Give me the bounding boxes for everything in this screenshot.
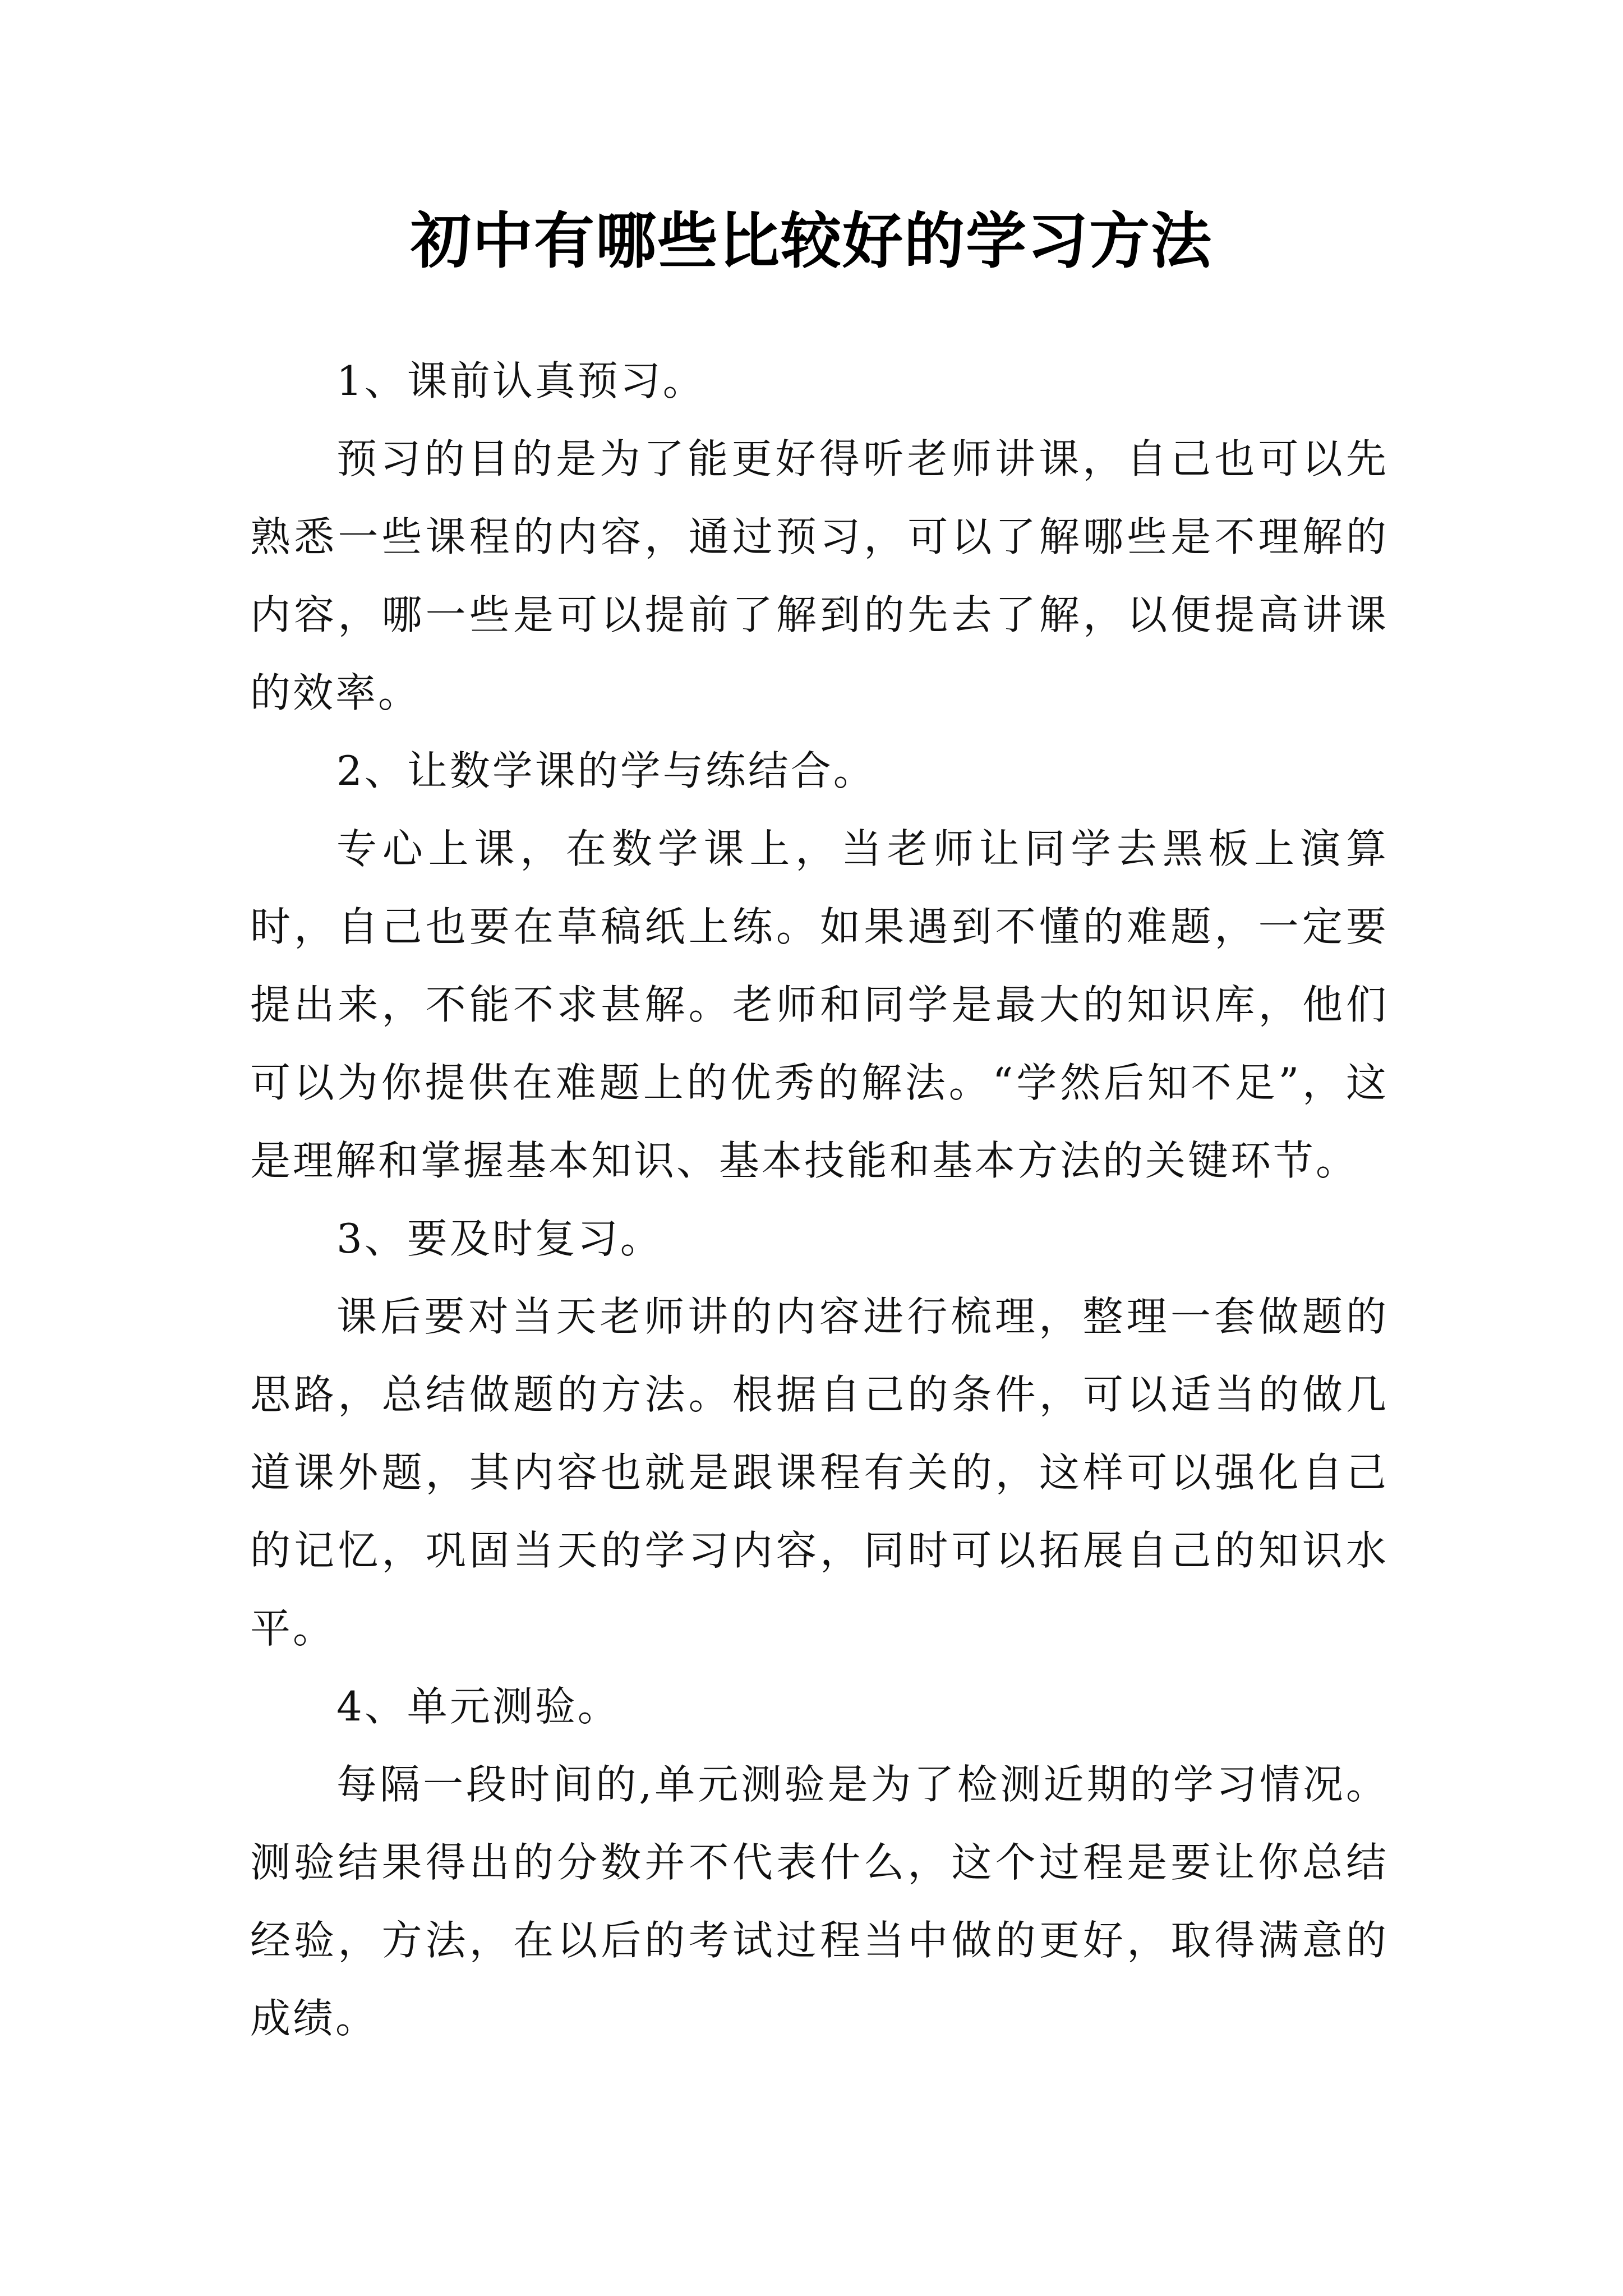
paragraph-1-body: 预习的目的是为了能更好得听老师讲课，自己也可以先熟悉一些课程的内容，通过预习，可以了解哪些是不理解的内容，哪一些是可以提前了解到的先去了解，以便提高讲课的效率。 [250, 435, 1389, 716]
paragraph-2-body: 专心上课，在数学课上，当老师让同学去黑板上演算时，自己也要在草稿纸上练。如果遇到不懂的难题，一定要提出来，不能不求甚解。老师和同学是最大的知识库，他们可以为你提供在难题上的优秀的解法。“学然后知不足”，这是理解和掌握基本知识、基本技能和基本方法的关键环节。 [250, 825, 1389, 1184]
paragraph-3-body: 课后要对当天老师讲的内容进行梳理，整理一套做题的思路，总结做题的方法。根据自己的条件，可以适当的做几道课外题，其内容也就是跟课程有关的，这样可以强化自己的记忆，巩固当天的学习内容，同时可以拓展自己的知识水平。 [250, 1293, 1389, 1652]
paragraph-4-body: 每隔一段时间的,单元测验是为了检测近期的学习情况。测验结果得出的分数并不代表什么，这个过程是要让你总结经验，方法，在以后的考试过程当中做的更好，取得满意的成绩。 [250, 1761, 1389, 2042]
paragraph-2-heading: 2、让数学课的学与练结合。 [336, 747, 876, 794]
document-body [250, 342, 1389, 2058]
paragraph-4-heading: 4、单元测验。 [336, 1683, 620, 1730]
paragraph-3-heading: 3、要及时复习。 [336, 1215, 663, 1262]
paragraph-1-heading: 1、课前认真预习。 [336, 357, 706, 404]
document-title: 初中有哪些比较好的学习方法 [410, 206, 1212, 277]
